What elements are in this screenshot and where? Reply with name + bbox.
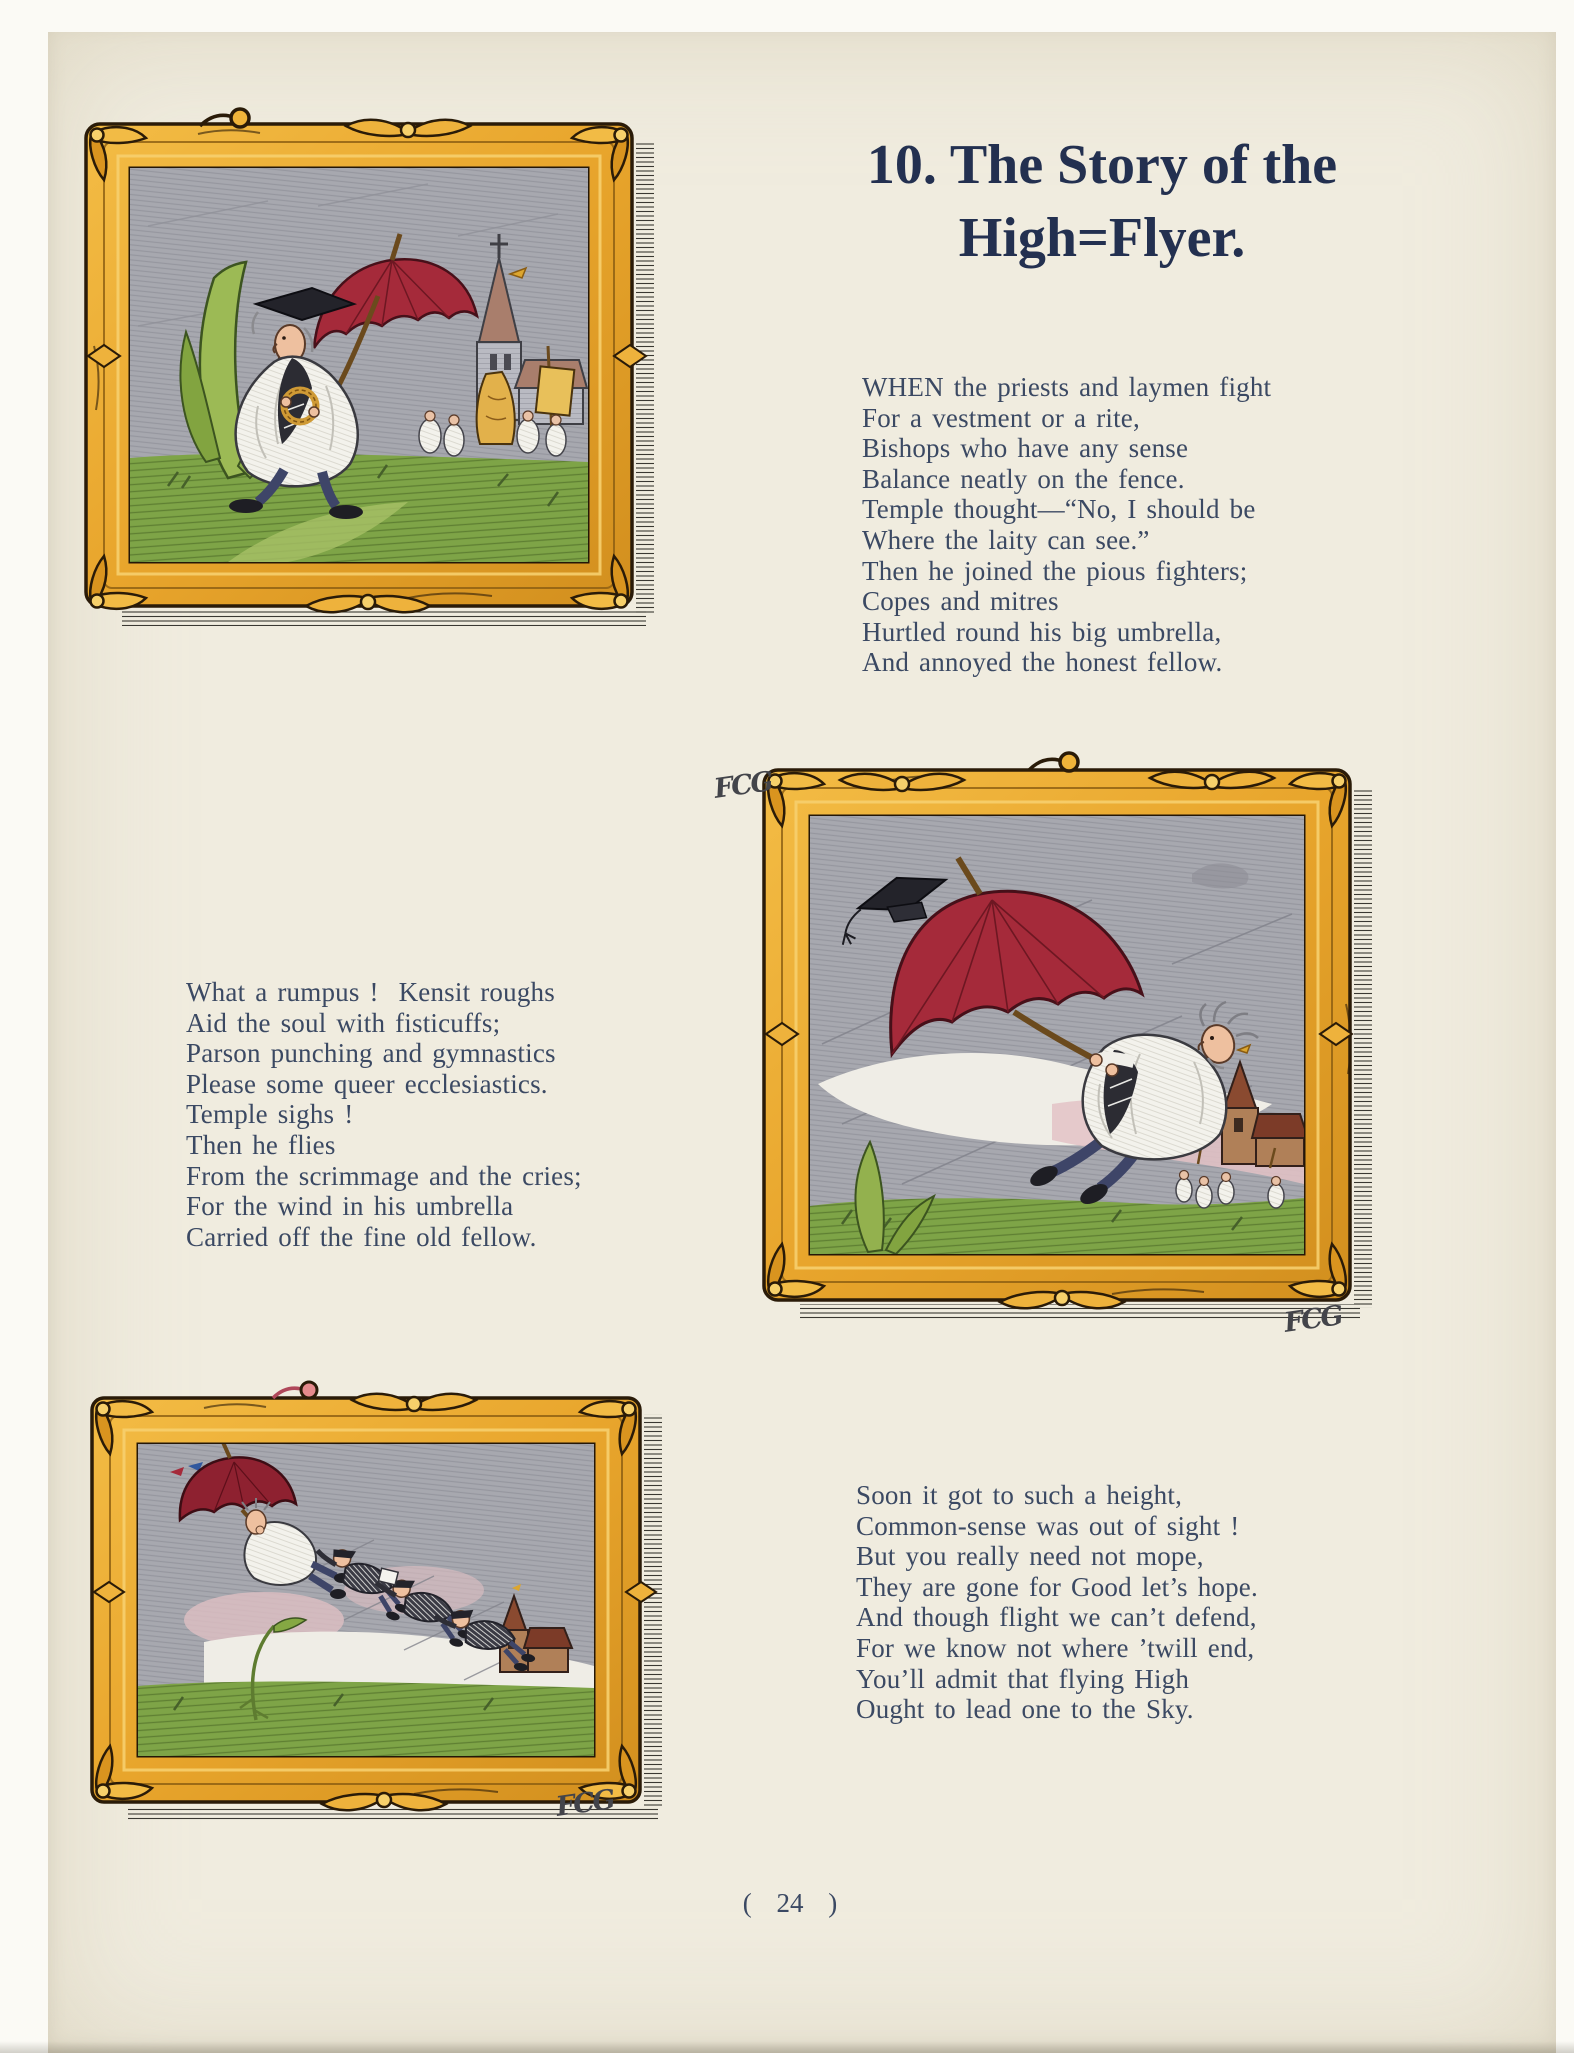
- artist-signature: FCG: [554, 1784, 616, 1823]
- verse-line: Copes and mitres: [862, 586, 1059, 617]
- verse-line: Please some queer ecclesiastics.: [186, 1068, 548, 1099]
- scene-walking-temple: [130, 168, 588, 562]
- frame-shadow: [636, 142, 654, 614]
- verse-line: Aid the soul with fisticuffs;: [186, 1007, 501, 1038]
- verse-line: Parson punching and gymnastics: [186, 1038, 556, 1069]
- page-number: ( 24 ): [742, 1888, 838, 1918]
- verse-line: Then he flies: [186, 1129, 336, 1160]
- chapter-title-line2: High=Flyer.: [958, 206, 1246, 269]
- verse-line: Bishops who have any sense: [862, 433, 1189, 464]
- verse-line: But you really need not mope,: [856, 1541, 1204, 1572]
- framed-illustration-3: [84, 1380, 666, 1830]
- verse-line: Balance neatly on the fence.: [862, 463, 1185, 494]
- verse-line: You’ll admit that flying High: [856, 1663, 1190, 1694]
- verse-line: Where the laity can see.”: [862, 524, 1150, 555]
- page-edge-shadow: [0, 2041, 1574, 2053]
- scene-flying-chain: [138, 1440, 594, 1756]
- verse-line: What a rumpus ! Kensit roughs: [186, 977, 555, 1007]
- framed-illustration-2: [752, 744, 1402, 1344]
- verse-line: Common-sense was out of sight !: [856, 1510, 1240, 1541]
- scene-flying-temple: [810, 816, 1308, 1254]
- verse-line: Then he joined the pious fighters;: [862, 555, 1248, 586]
- verse-line: WHEN the priests and laymen fight: [862, 372, 1272, 402]
- verse-line: And annoyed the honest fellow.: [862, 647, 1223, 678]
- verse-3: [856, 1480, 1258, 1725]
- hanging-ring-icon: [273, 1382, 317, 1398]
- verse-line: For we know not where ’twill end,: [856, 1632, 1255, 1663]
- verse-line: Hurtled round his big umbrella,: [862, 616, 1222, 647]
- verse-1: [862, 372, 1271, 678]
- verse-line: Temple thought—“No, I should be: [862, 494, 1256, 525]
- verse-line: From the scrimmage and the cries;: [186, 1160, 582, 1191]
- verse-line: For the wind in his umbrella: [186, 1191, 514, 1222]
- artist-signature: FCG: [712, 766, 774, 805]
- chapter-title-line1: 10. The Story of the: [866, 134, 1338, 196]
- verse-line: And though flight we can’t defend,: [856, 1602, 1257, 1633]
- verse-line: Ought to lead one to the Sky.: [856, 1694, 1194, 1725]
- framed-illustration-1: [78, 106, 668, 632]
- verse-line: Soon it got to such a height,: [856, 1480, 1183, 1510]
- verse-line: For a vestment or a rite,: [862, 402, 1140, 433]
- verse-line: Temple sighs !: [186, 1099, 354, 1130]
- artist-signature: FCG: [1282, 1300, 1344, 1339]
- verse-line: They are gone for Good let’s hope.: [856, 1571, 1258, 1602]
- chapter-title: [806, 136, 1398, 268]
- grass: [138, 1682, 594, 1756]
- verse-2: [186, 977, 582, 1252]
- verse-line: Carried off the fine old fellow.: [186, 1221, 537, 1252]
